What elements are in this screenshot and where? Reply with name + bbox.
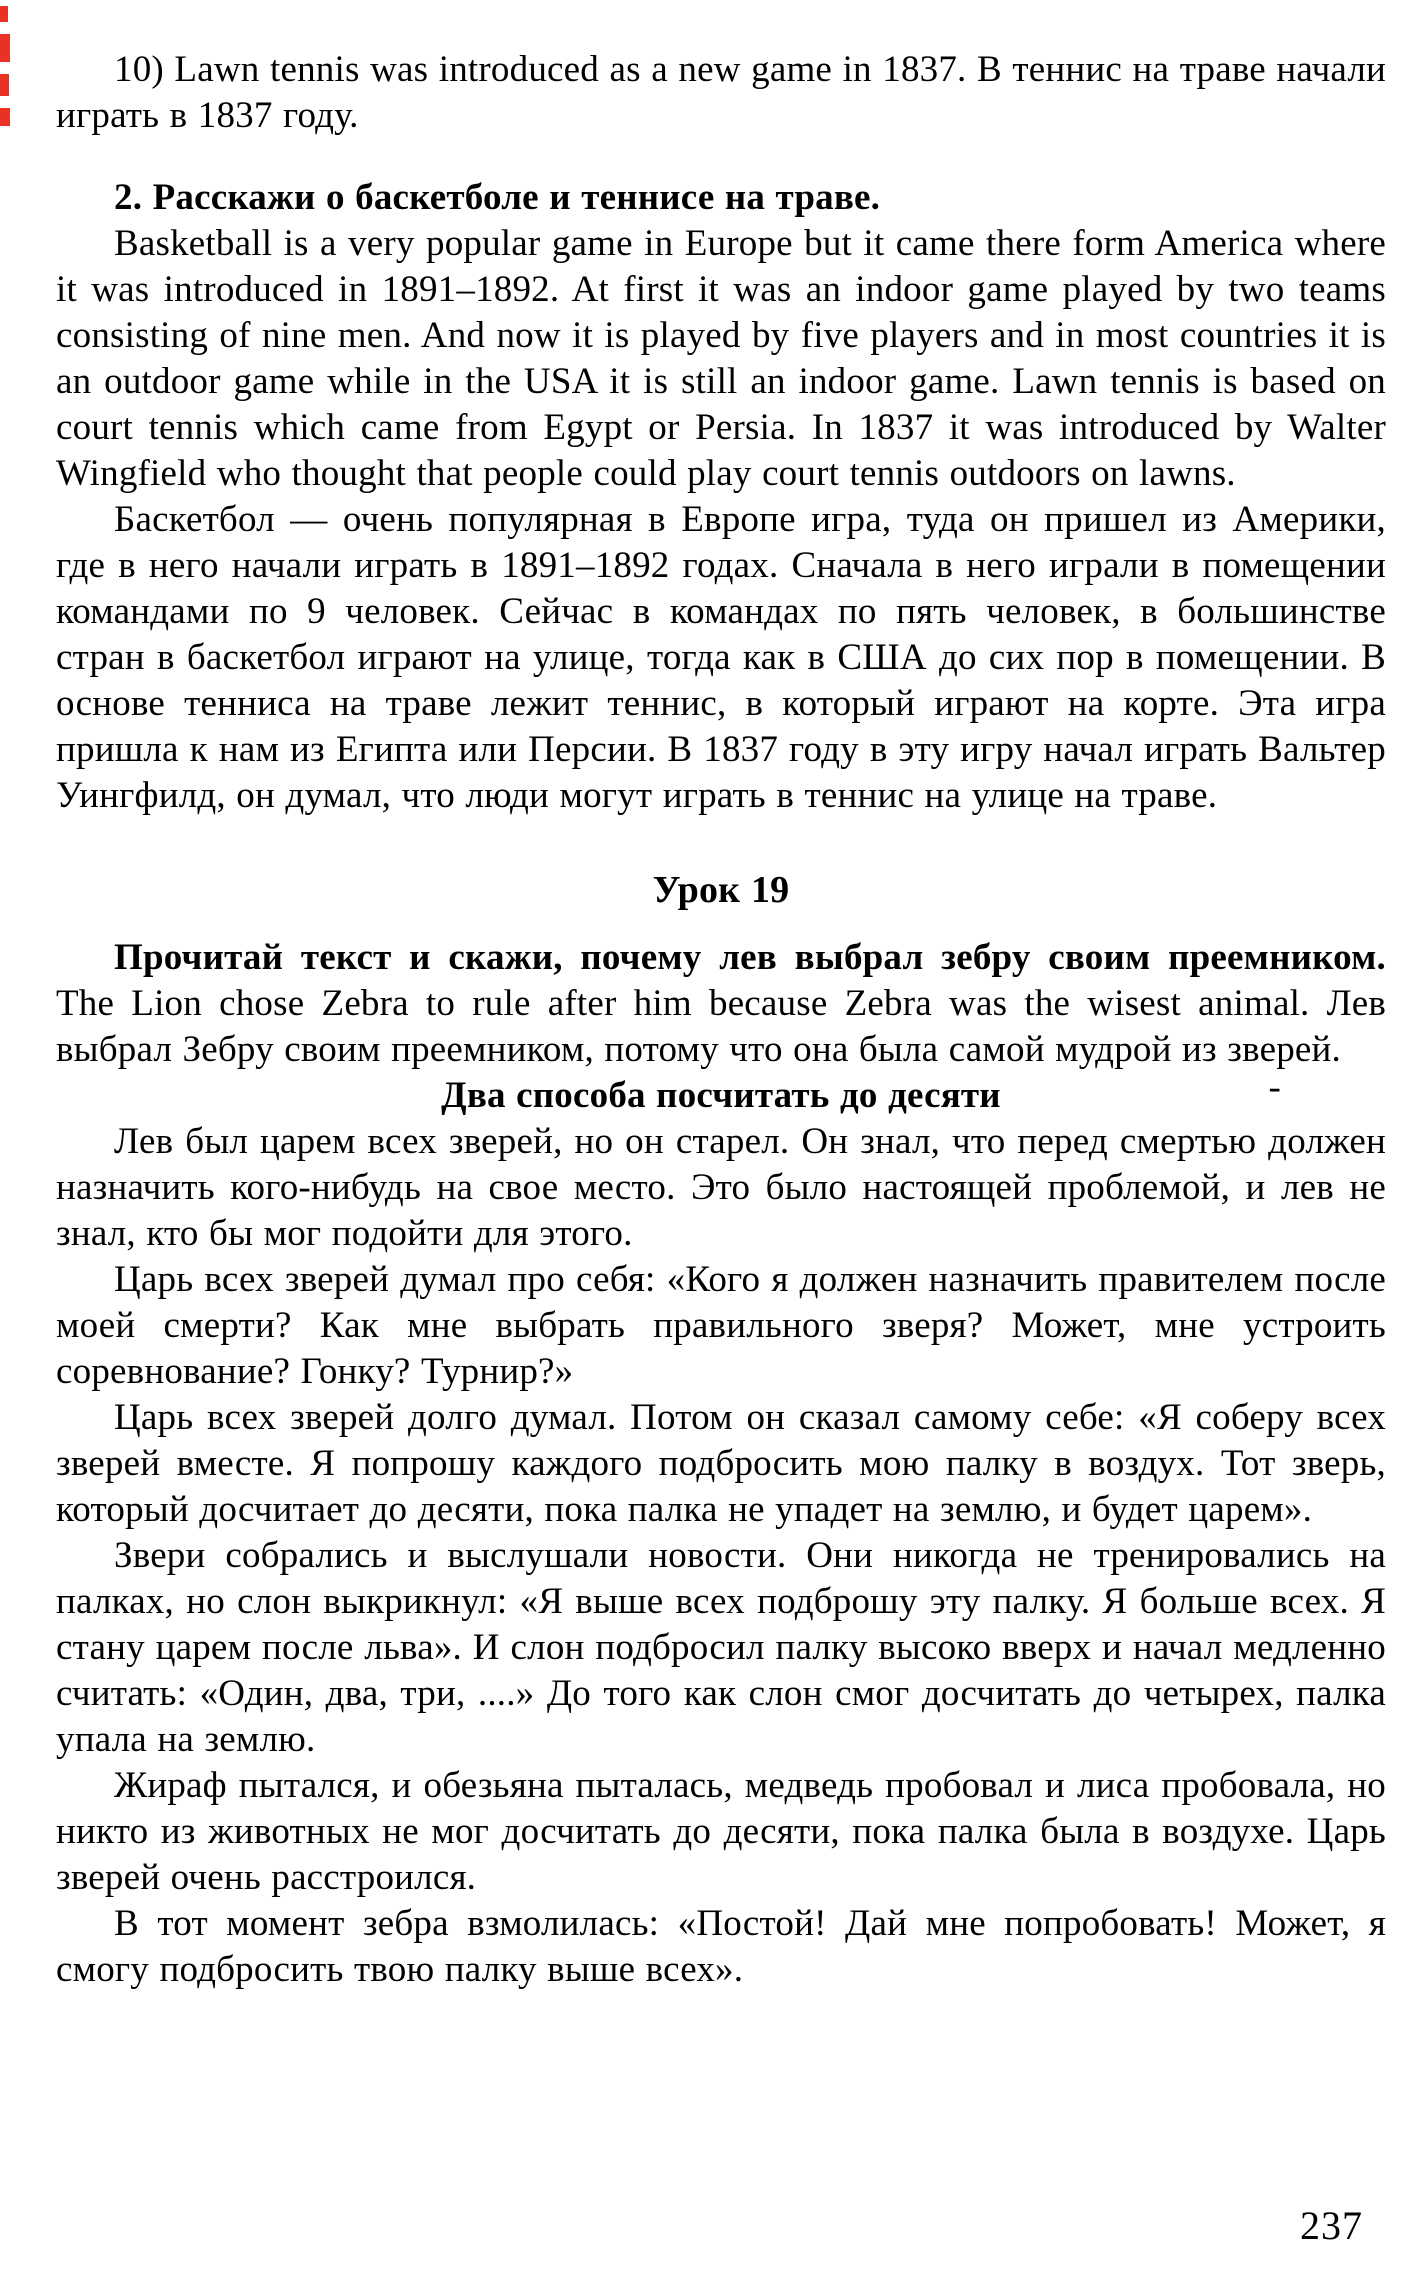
- story-paragraph: Звери собрались и выслушали новости. Они никогда не тренировались на палках, но слон выкрикнул: «Я выше всех подброшу эту палку. Я больше всех. Я стану царем после льва». И слон подбросил палку высоко вверх и начал медленно считать: «Один, два, три, ....» До того как слон смог досчитать до четырех, палка упала на землю.: [56, 1535, 1386, 1760]
- lesson-19-title: Урок 19: [652, 869, 790, 911]
- task-answer-text: The Lion chose Zebra to rule after him because Zebra was the wisest animal. Лев выбрал Зебру своим преемником, потому что она была самой мудрой из зверей.: [56, 983, 1386, 1070]
- red-scan-mark: [0, 74, 9, 96]
- exercise2-heading: 2. Расскажи о баскетболе и теннисе на траве.: [114, 177, 881, 218]
- story-paragraph: Царь всех зверей долго думал. Потом он сказал самому себе: «Я соберу всех зверей вместе. Я попрошу каждого подбросить мою палку в воздух. Тот зверь, который досчитает до десяти, пока палка не упадет на землю, и будет царем».: [56, 1397, 1386, 1530]
- lesson-19-task-paragraph: [56, 935, 1386, 1073]
- story-paragraph: Жираф пытался, и обезьяна пыталась, медведь пробовал и лиса пробовала, но никто из животных не мог досчитать до десяти, пока палка была в воздухе. Царь зверей очень расстроился.: [56, 1765, 1386, 1898]
- exercise2-answer-russian: Баскетбол — очень популярная в Европе игра, туда он пришел из Америки, где в него начали играть в 1891–1892 годах. Сначала в него играли в помещении командами по 9 человек. Сейчас в командах по пять человек, в большинстве стран в баскетбол играют на улице, тогда как в США до сих пор в помещении. В основе тенниса на траве лежит теннис, в который играют на корте. Эта игра пришла к нам из Египта или Персии. В 1837 году в эту игру начал играть Вальтер Уингфилд, он думал, что люди могут играть в теннис на улице на траве.: [56, 499, 1386, 816]
- scan-edge-marks: [0, 6, 14, 138]
- story-paragraph: В тот момент зебра взмолилась: «Постой! Дай мне попробовать! Может, я смогу подбросить твою палку выше всех».: [56, 1903, 1386, 1990]
- stray-dash-mark: -: [1268, 1067, 1281, 1108]
- story-paragraph: Царь всех зверей думал про себя: «Кого я должен назначить правителем после моей смерти? Как мне выбрать правильного зверя? Может, мне устроить соревнование? Гонку? Турнир?»: [56, 1259, 1386, 1392]
- page-number: 237: [1300, 2203, 1363, 2248]
- task-instruction-bold: Прочитай текст и скажи, почему лев выбрал зебру своим преемником.: [114, 937, 1386, 978]
- story-title-text: Два способа посчитать до десяти: [441, 1075, 1001, 1116]
- exercise2-answer-english: Basketball is a very popular game in Europe but it came there form America where it was introduced in 1891–1892. At first it was an indoor game played by two teams consisting of nine men. And now it is played by five players and in most countries it is an outdoor game while in the USA it is still an indoor game. Lawn tennis is based on court tennis which came from Egypt or Persia. In 1837 it was introduced by Walter Wingfield who thought that people could play court tennis outdoors on lawns.: [56, 223, 1386, 494]
- red-scan-mark: [0, 6, 8, 22]
- red-scan-mark: [0, 34, 10, 62]
- red-scan-mark: [0, 108, 10, 126]
- story-title: [56, 1067, 1386, 1119]
- story-paragraph: Лев был царем всех зверей, но он старел. Он знал, что перед смертью должен назначить кого-нибудь на свое место. Это было настоящей проблемой, и лев не знал, кто бы мог подойти для этого.: [56, 1121, 1386, 1254]
- page-text-column: [56, 0, 1386, 1993]
- exercise1-answer-item-10: 10) Lawn tennis was introduced as a new game in 1837. В теннис на траве начали играть в 1837 году.: [56, 49, 1386, 136]
